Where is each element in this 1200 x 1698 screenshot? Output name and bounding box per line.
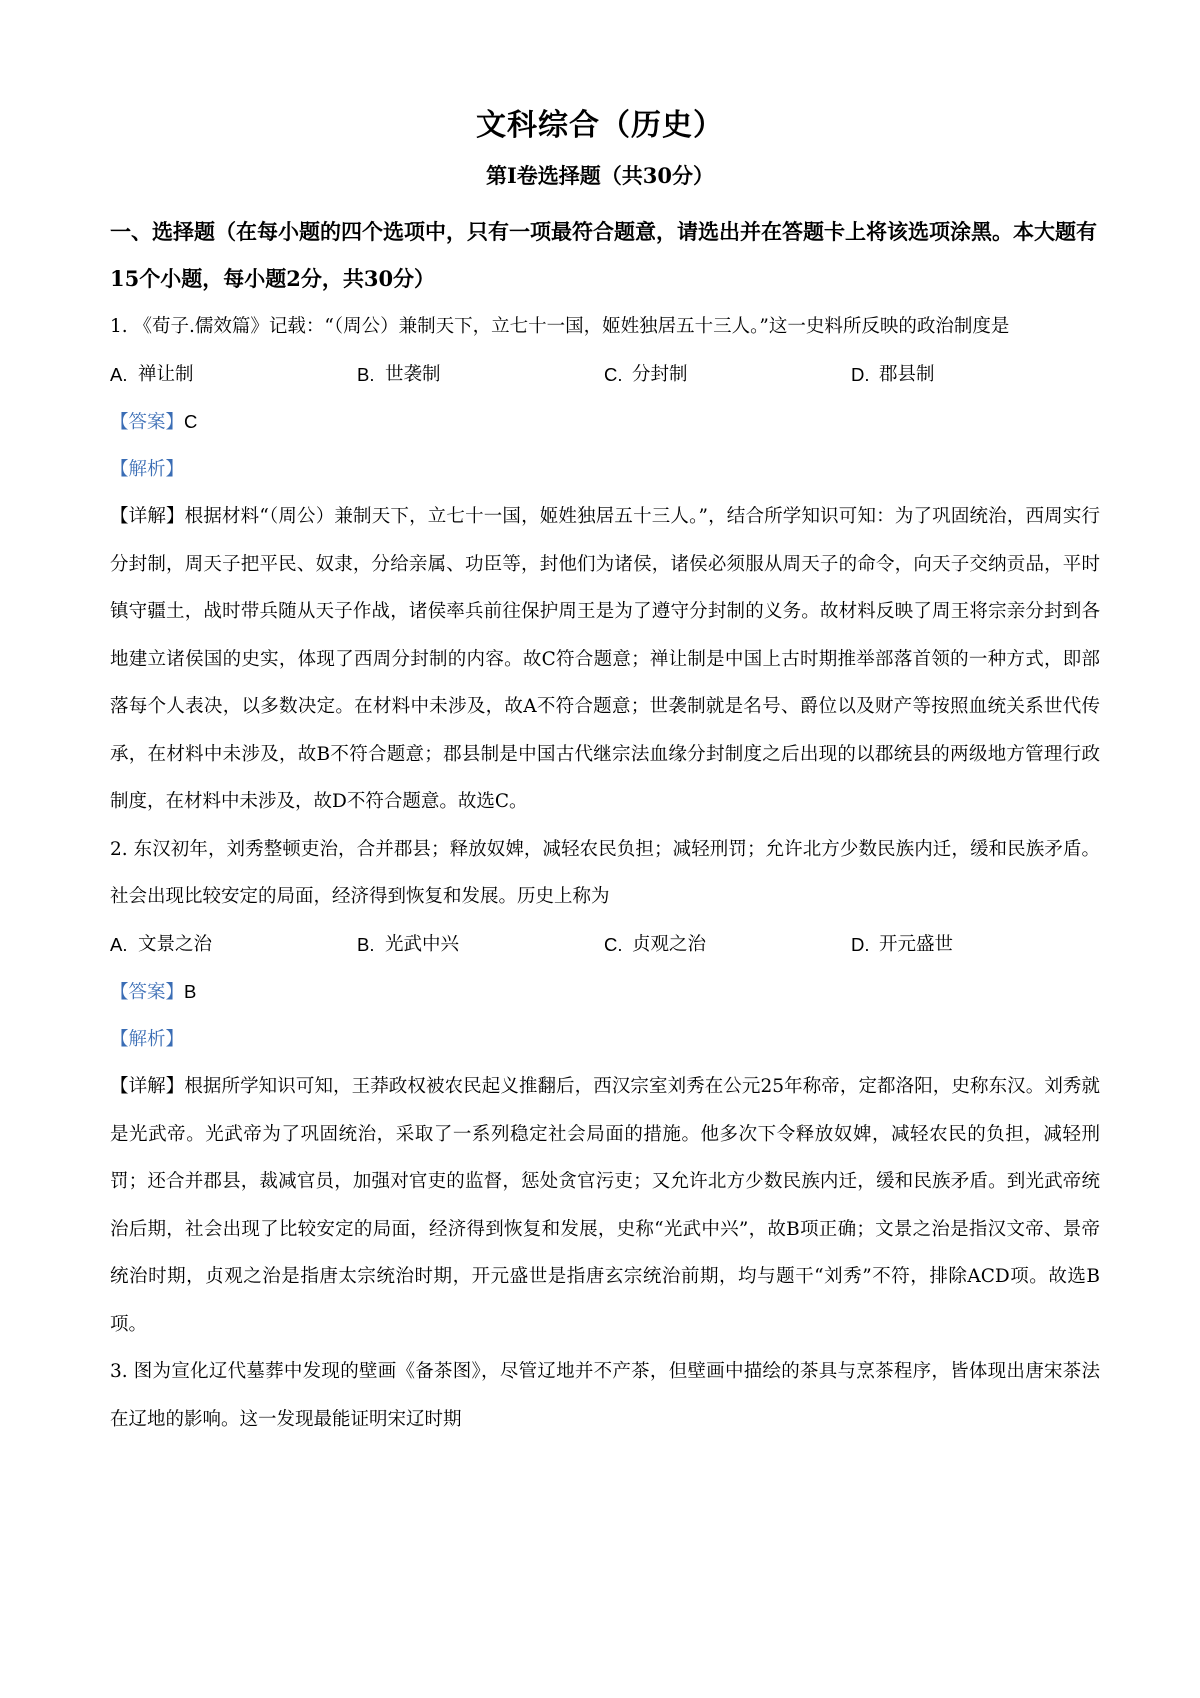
question-1-detail: 【详解】根据材料“（周公）兼制天下，立七十一国，姬姓独居五十三人。”，结合所学知识可知：为了巩固统治，西周实行分封制，周天子把平民、奴隶，分给亲属、功臣等，封他们为诸侯，诸侯必须服从周天子的命令，向天子交纳贡品，平时镇守疆土，战时带兵随从天子作战，诸侯率兵前往保护周王是为了遵守分封制的义务。故材料反映了周王将宗亲分封到各地建立诸侯国的史实，体现了西周分封制的内容。故C符合题意；禅让制是中国上古时期推举部落首领的一种方式，即部落每个人表决，以多数决定。在材料中未涉及，故A不符合题意；世袭制就是名号、爵位以及财产等按照血统关系世代传承，在材料中未涉及，故B不符合题意；郡县制是中国古代继宗法血缘分封制度之后出现的以郡统县的两级地方管理行政制度，在材料中未涉及，故D不符合题意。故选C。 [110,506,1100,812]
option-text: 文景之治 [138,933,213,955]
answer-label: 【答案】 [110,982,185,1003]
option-letter: C. [604,933,623,955]
question-2-options [110,921,1100,969]
question-2-stem: 2. 东汉初年，刘秀整顿吏治，合并郡县；释放奴婢，减轻农民负担；减轻刑罚；允许北方少数民族内迁，缓和民族矛盾。社会出现比较安定的局面，经济得到恢复和发展。历史上称为 [110,838,1100,907]
option-b [357,921,604,969]
option-b [357,351,604,399]
option-d [851,351,1098,399]
question-1-answer [110,398,1100,446]
answer-value: C [184,411,198,432]
question-2-answer [110,968,1100,1016]
question-2-analysis-label: 【解析】 [110,1028,185,1050]
option-letter: A. [110,363,128,385]
option-letter: A. [110,933,128,955]
question-3-stem: 3. 图为宣化辽代墓葬中发现的壁画《备茶图》，尽管辽地并不产茶，但壁画中描绘的茶具与烹茶程序，皆体现出唐宋茶法在辽地的影响。这一发现最能证明宋辽时期 [110,1361,1100,1430]
part-subtitle: 第Ⅰ卷选择题（共30分） [485,163,715,188]
option-c [604,351,851,399]
option-d [851,921,1098,969]
option-c [604,921,851,969]
section-heading: 一、选择题（在每小题的四个选项中，只有一项最符合题意，请选出并在答题卡上将该选项涂黑。本大题有15个小题，每小题2分，共30分） [110,219,1097,291]
option-text: 分封制 [632,363,688,385]
option-letter: D. [851,363,870,385]
question-1-analysis-label: 【解析】 [110,458,185,480]
option-a [110,921,357,969]
answer-label: 【答案】 [110,412,185,433]
option-letter: B. [357,933,375,955]
question-2-detail: 【详解】根据所学知识可知，王莽政权被农民起义推翻后，西汉宗室刘秀在公元25年称帝，定都洛阳，史称东汉。刘秀就是光武帝。光武帝为了巩固统治，采取了一系列稳定社会局面的措施。他多次下令释放奴婢，减轻农民的负担，减轻刑罚；还合并郡县，裁减官员，加强对官吏的监督，惩处贪官污吏；又允许北方少数民族内迁，缓和民族矛盾。到光武帝统治后期，社会出现了比较安定的局面，经济得到恢复和发展，史称“光武中兴”，故B项正确；文景之治是指汉文帝、景帝统治时期，贞观之治是指唐太宗统治时期，开元盛世是指唐玄宗统治前期，均与题干“刘秀”不符，排除ACD项。故选B项。 [110,1076,1100,1335]
option-letter: B. [357,363,375,385]
option-text: 贞观之治 [632,933,707,955]
question-1-options [110,351,1100,399]
option-text: 世袭制 [385,363,441,385]
document-title: 文科综合（历史） [476,108,724,143]
option-letter: C. [604,363,623,385]
answer-value: B [184,981,197,1002]
option-text: 光武中兴 [385,933,460,955]
option-text: 开元盛世 [879,933,954,955]
question-1-stem: 1. 《荀子.儒效篇》记载：“（周公）兼制天下，立七十一国，姬姓独居五十三人。”这一史料所反映的政治制度是 [110,316,1010,337]
option-text: 禅让制 [138,363,194,385]
option-text: 郡县制 [879,363,935,385]
option-letter: D. [851,933,870,955]
questions-content [110,303,1100,1443]
option-a [110,351,357,399]
